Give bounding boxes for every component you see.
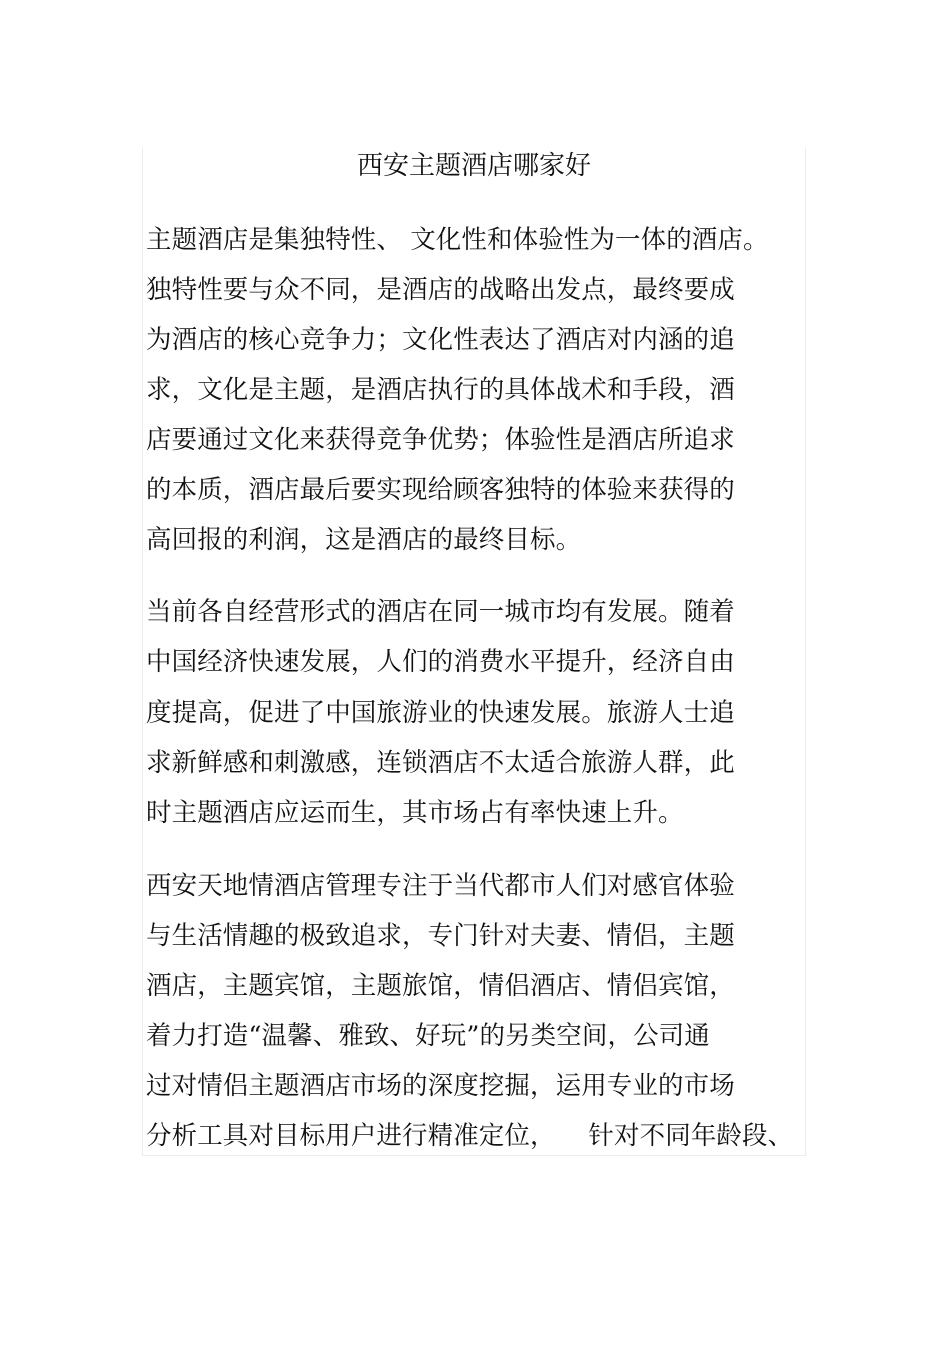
paragraph-1-line-6: 的本质，酒店最后要实现给顾客独特的体验来获得的	[146, 475, 735, 505]
paragraph-3-line-5: 过对情侣主题酒店市场的深度挖掘，运用专业的市场	[146, 1071, 735, 1101]
paragraph-3-line-6: 分析工具对目标用户进行精准定位， 针对不同年龄段、	[146, 1121, 794, 1151]
paragraph-3-line-3: 酒店，主题宾馆，主题旅馆，情侣酒店、情侣宾馆，	[146, 971, 735, 1001]
paragraph-2-line-4: 求新鲜感和刺激感，连锁酒店不太适合旅游人群，此	[146, 748, 735, 778]
paragraph-3-line-1: 西安天地情酒店管理专注于当代都市人们对感官体验	[146, 871, 735, 901]
paragraph-2-line-2: 中国经济快速发展，人们的消费水平提升，经济自由	[146, 647, 735, 677]
paragraph-1-line-1: 主题酒店是集独特性、 文化性和体验性为一体的酒店。	[146, 225, 769, 255]
paragraph-1-line-5: 店要通过文化来获得竞争优势；体验性是酒店所追求	[146, 425, 735, 455]
paragraph-3-line-4: 着力打造“温馨、雅致、好玩”的另类空间，公司通	[146, 1021, 710, 1051]
paragraph-2-line-5: 时主题酒店应运而生，其市场占有率快速上升。	[146, 798, 684, 828]
paragraph-3-line-2: 与生活情趣的极致追求，专门针对夫妻、情侣，主题	[146, 921, 735, 951]
paragraph-1-line-3: 为酒店的核心竞争力；文化性表达了酒店对内涵的追	[146, 325, 735, 355]
paragraph-1-line-4: 求，文化是主题，是酒店执行的具体战术和手段，酒	[146, 375, 735, 405]
paragraph-2-line-1: 当前各自经营形式的酒店在同一城市均有发展。随着	[146, 597, 735, 627]
paragraph-2-line-3: 度提高，促进了中国旅游业的快速发展。旅游人士追	[146, 698, 735, 728]
paragraph-1-line-7: 高回报的利润，这是酒店的最终目标。	[146, 525, 582, 555]
document-title: 西安主题酒店哪家好	[356, 151, 591, 181]
paragraph-1-line-2: 独特性要与众不同，是酒店的战略出发点，最终要成	[146, 275, 735, 305]
